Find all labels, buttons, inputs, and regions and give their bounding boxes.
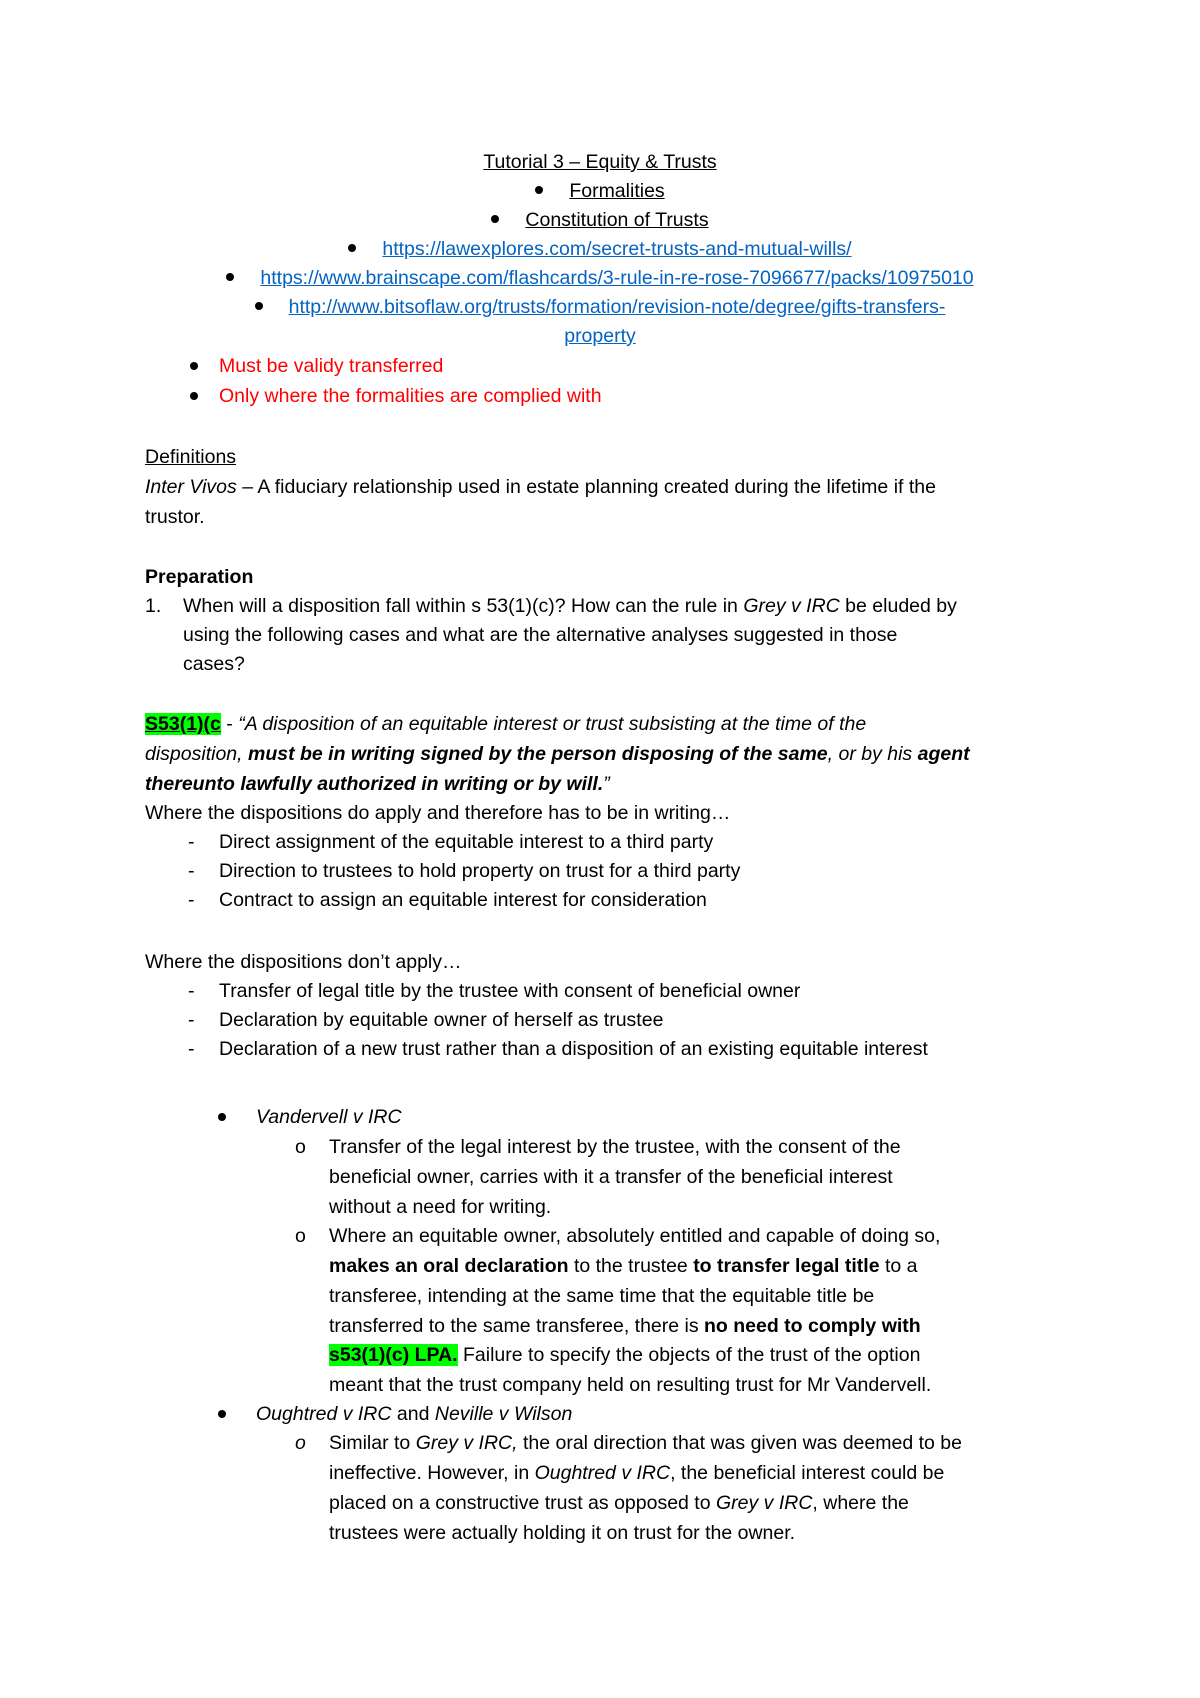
apply-item-3: Contract to assign an equitable interest for consideration (219, 889, 707, 911)
vandervell-point-1-line-2: beneficial owner, carries with it a transfer of the beneficial interest (329, 1166, 893, 1188)
dash-marker: - (188, 831, 195, 853)
sub-bullet-icon: o (295, 1225, 306, 1247)
topic-constitution: Constitution of Trusts (0, 208, 1200, 232)
sub-bullet-icon: o (295, 1432, 306, 1454)
bullet-icon (190, 362, 198, 370)
dash-marker: - (188, 1038, 195, 1060)
bullet-icon (348, 244, 356, 252)
s53-label: S53(1)(c (145, 713, 221, 735)
bullet-icon (190, 392, 198, 400)
definition-line-2: trustor. (145, 506, 205, 528)
s53-line-3: thereunto lawfully authorized in writing or by will.” (145, 773, 610, 795)
vandervell-point-2-line-5: s53(1)(c) LPA. Failure to specify the objects of the trust of the option (329, 1344, 921, 1366)
link-lawexplores[interactable]: https://lawexplores.com/secret-trusts-and-mutual-wills/ (382, 238, 852, 260)
vandervell-point-1-line-3: without a need for writing. (329, 1196, 552, 1218)
bullet-icon (255, 302, 263, 310)
topic-formalities: Formalities (0, 179, 1200, 203)
bullet-icon (491, 215, 499, 223)
dash-marker: - (188, 1009, 195, 1031)
case-oughtred-neville: Oughtred v IRC and Neville v Wilson (256, 1403, 573, 1425)
case-vandervell: Vandervell v IRC (256, 1106, 402, 1128)
not-apply-item-3: Declaration of a new trust rather than a disposition of an existing equitable interest (219, 1038, 928, 1060)
definition-line-1: Inter Vivos – A fiduciary relationship used in estate planning created during the lifetime if the (145, 476, 936, 498)
definitions-heading: Definitions (145, 446, 237, 468)
not-apply-heading: Where the dispositions don’t apply… (145, 951, 462, 973)
vandervell-point-2-line-3: transferee, intending at the same time that the equitable title be (329, 1285, 875, 1307)
apply-heading: Where the dispositions do apply and therefore has to be in writing… (145, 802, 731, 824)
vandervell-point-2-line-4: transferred to the same transferee, there is no need to comply with (329, 1315, 921, 1337)
dash-marker: - (188, 889, 195, 911)
link-bitsoflaw[interactable]: http://www.bitsoflaw.org/trusts/formation/revision-note/degree/gifts-transfers- (288, 296, 946, 318)
not-apply-item-1: Transfer of legal title by the trustee with consent of beneficial owner (219, 980, 801, 1002)
vandervell-point-2-line-2: makes an oral declaration to the trustee to transfer legal title to a (329, 1255, 918, 1277)
page-title: Tutorial 3 – Equity & Trusts (483, 151, 717, 173)
question-line-1: When will a disposition fall within s 53(1)(c)? How can the rule in Grey v IRC be eluded by (183, 595, 957, 617)
note-validy: Must be validy transferred (219, 355, 444, 377)
oughtred-line-3: placed on a constructive trust as opposed to Grey v IRC, where the (329, 1492, 909, 1514)
s53-line-2: disposition, must be in writing signed by the person disposing of the same, or by his agent (145, 743, 970, 765)
vandervell-point-2-line-1: Where an equitable owner, absolutely entitled and capable of doing so, (329, 1225, 941, 1247)
question-line-3: cases? (183, 653, 245, 675)
bullet-icon (226, 273, 234, 281)
dash-marker: - (188, 860, 195, 882)
bullet-icon (535, 186, 543, 194)
link-item-3 (0, 295, 1200, 319)
link-bitsoflaw-cont[interactable]: property (564, 325, 636, 347)
oughtred-line-1: Similar to Grey v IRC, the oral direction that was given was deemed to be (329, 1432, 962, 1454)
link-item-3-cont (0, 324, 1200, 348)
note-formalities: Only where the formalities are complied with (219, 385, 602, 407)
apply-item-1: Direct assignment of the equitable interest to a third party (219, 831, 714, 853)
link-item-2 (0, 266, 1200, 290)
link-brainscape[interactable]: https://www.brainscape.com/flashcards/3-rule-in-re-rose-7096677/packs/10975010 (260, 267, 974, 289)
apply-item-2: Direction to trustees to hold property on trust for a third party (219, 860, 741, 882)
vandervell-point-1-line-1: Transfer of the legal interest by the trustee, with the consent of the (329, 1136, 901, 1158)
preparation-heading: Preparation (145, 566, 254, 588)
vandervell-point-2-line-6: meant that the trust company held on resulting trust for Mr Vandervell. (329, 1374, 932, 1396)
definition-term: Inter Vivos (145, 476, 237, 498)
question-line-2: using the following cases and what are the alternative analyses suggested in those (183, 624, 898, 646)
dash-marker: - (188, 980, 195, 1002)
sub-bullet-icon: o (295, 1136, 306, 1158)
s53-line-1: S53(1)(c - “A disposition of an equitable interest or trust subsisting at the time of the (145, 713, 867, 735)
oughtred-line-2: ineffective. However, in Oughtred v IRC, the beneficial interest could be (329, 1462, 945, 1484)
question-number: 1. (145, 595, 162, 617)
not-apply-item-2: Declaration by equitable owner of herself as trustee (219, 1009, 664, 1031)
bullet-icon (218, 1113, 226, 1121)
link-item-1 (0, 237, 1200, 261)
oughtred-line-4: trustees were actually holding it on trust for the owner. (329, 1522, 796, 1544)
bullet-icon (218, 1410, 226, 1418)
s53-lpa-highlight: s53(1)(c) LPA. (329, 1344, 458, 1366)
